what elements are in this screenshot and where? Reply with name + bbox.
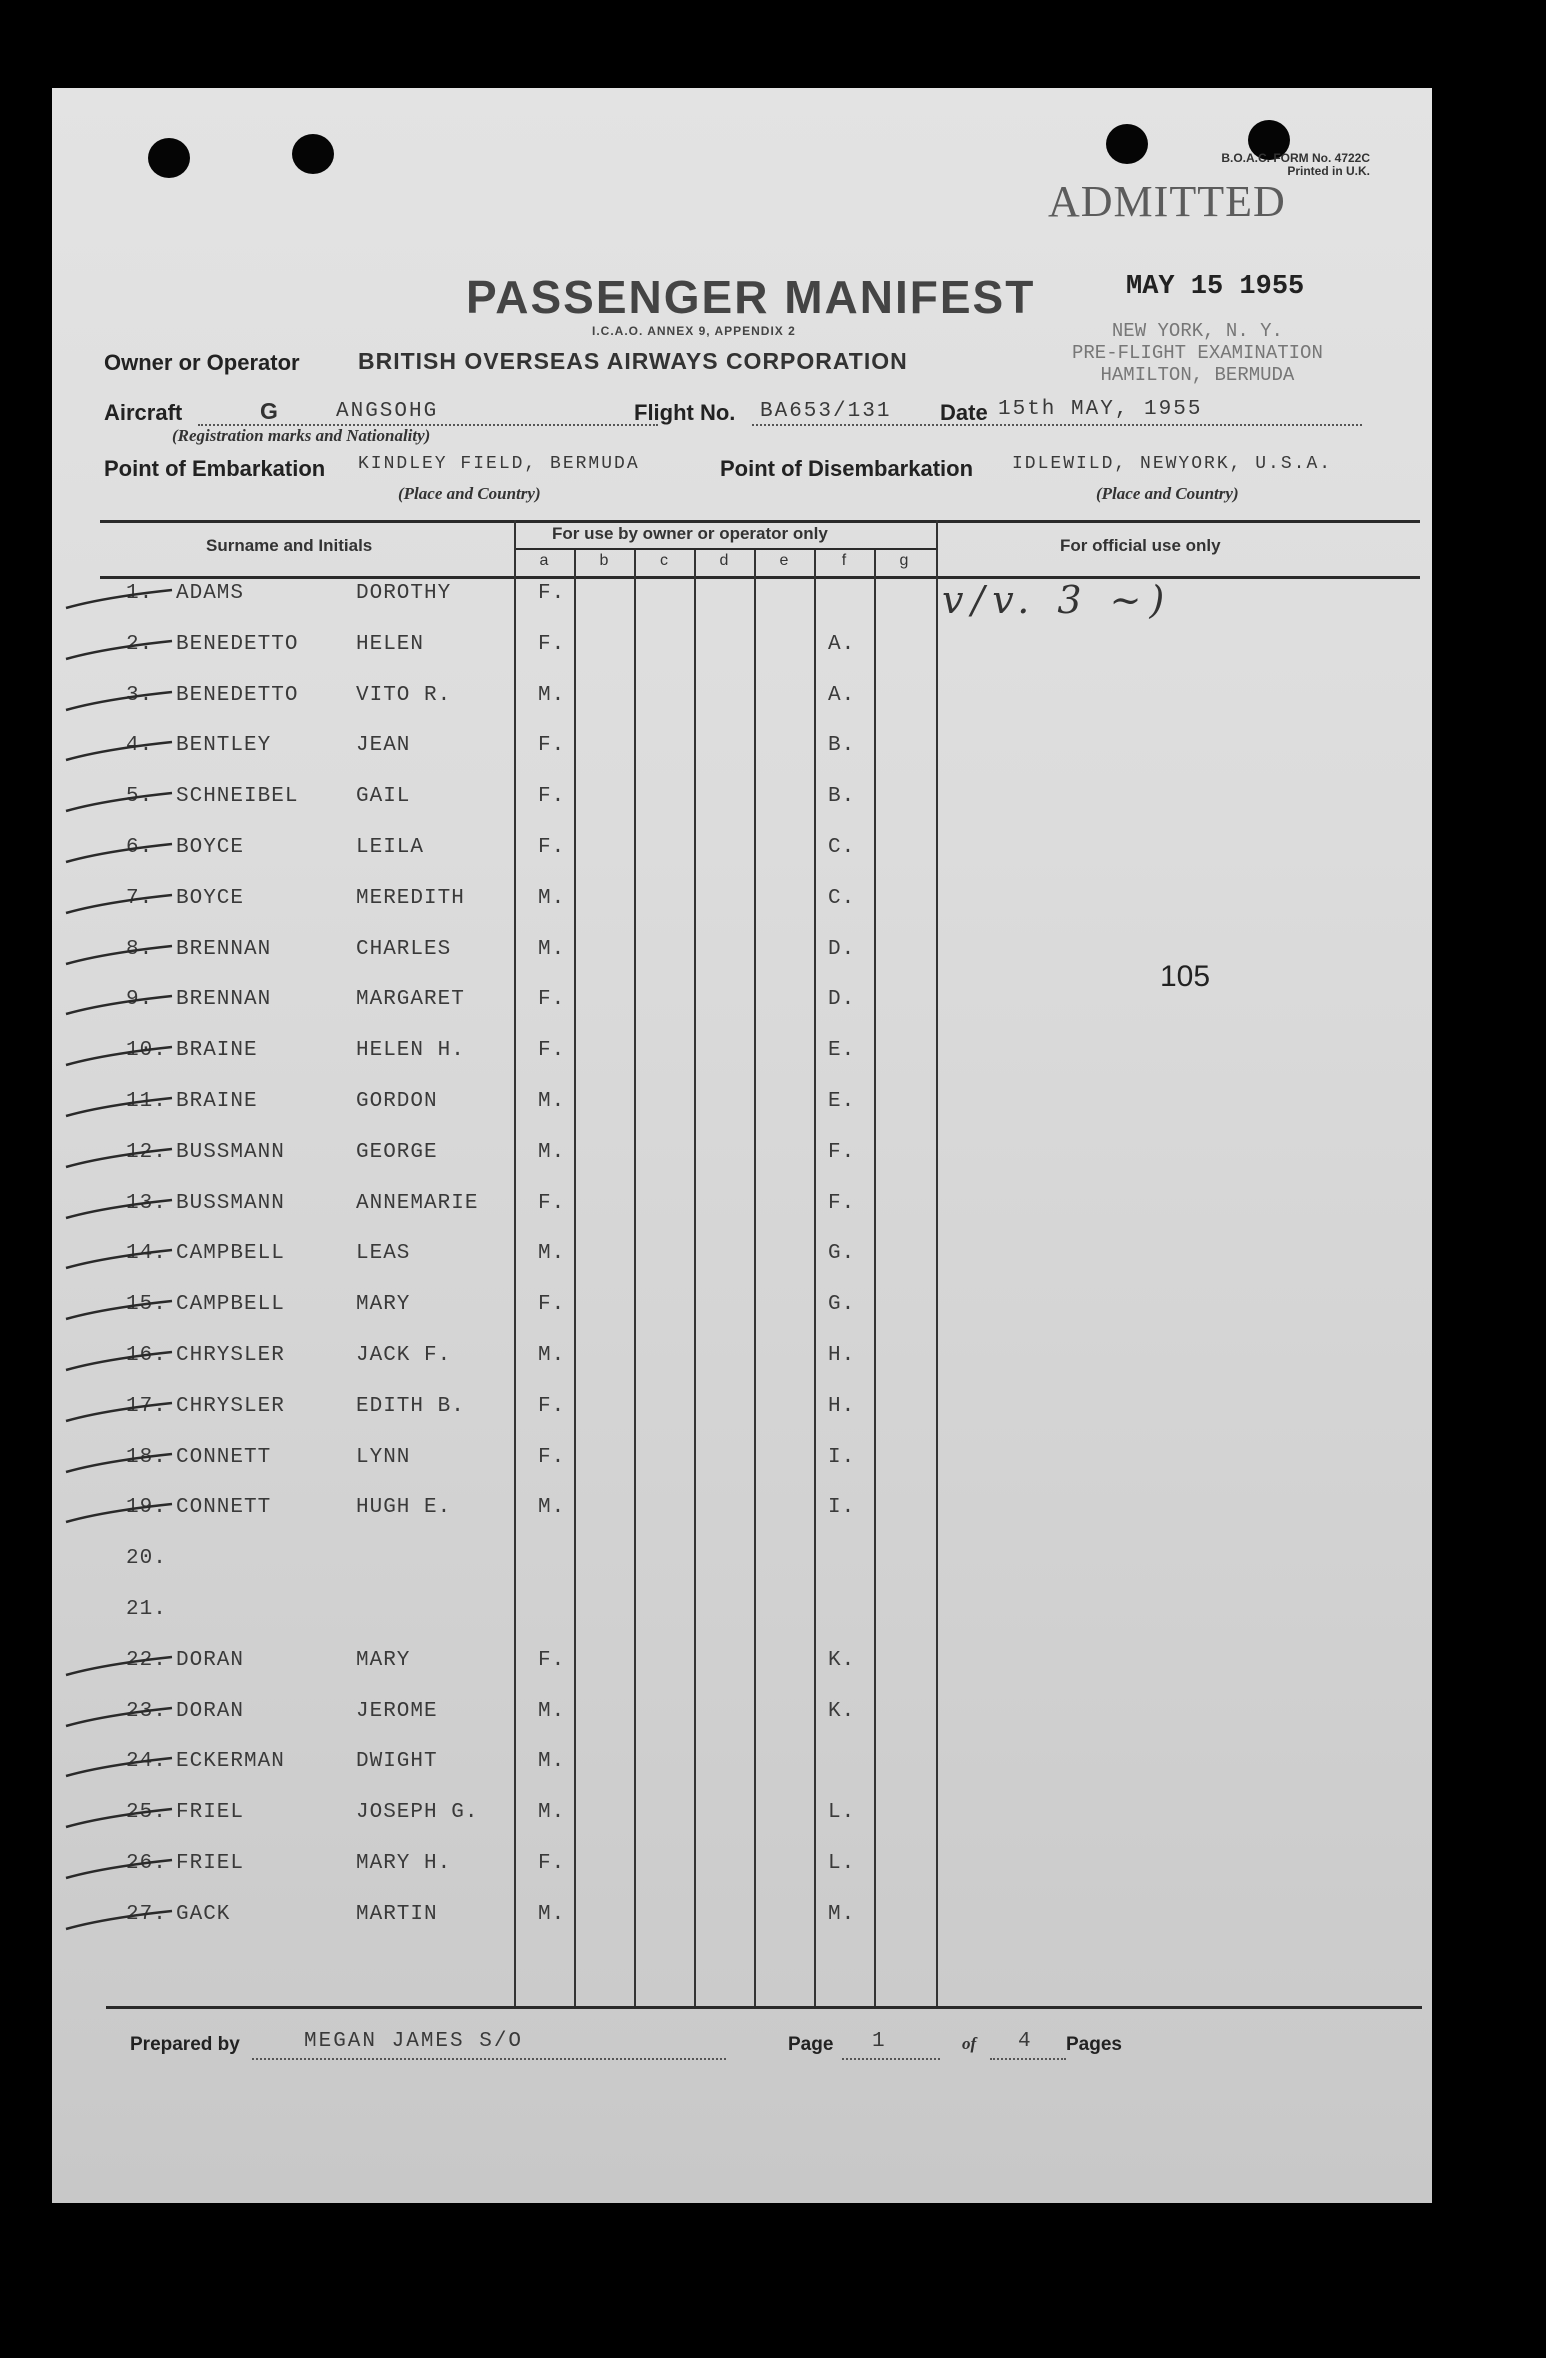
form-number: B.O.A.C. FORM No. 4722C [1221,151,1370,165]
passenger-row [52,1090,1432,1141]
passenger-group: L. [828,1801,856,1825]
passenger-row [52,1750,1432,1801]
passenger-surname: ECKERMAN [176,1750,285,1774]
checkmark-icon [64,690,174,712]
checkmark-icon [64,842,174,864]
passenger-group: B. [828,785,856,809]
passenger-number: 27. [126,1902,167,1926]
checkmark-icon [64,588,174,610]
passenger-sex: F. [538,836,566,859]
passenger-number: 22. [126,1648,167,1672]
passenger-row [52,1242,1432,1293]
passenger-given-name: LYNN [356,1445,411,1469]
checkmark-icon [64,1248,174,1270]
passenger-row [52,1293,1432,1344]
passenger-group: F. [828,1140,856,1164]
column-letter: d [719,552,729,569]
passenger-sex: F. [538,734,566,758]
checkmark-icon [64,1147,174,1169]
passenger-surname: BOYCE [176,836,245,859]
surname-header: Surname and Initials [206,536,373,555]
passenger-number: 23. [126,1699,167,1723]
passenger-row [52,887,1432,938]
passenger-surname: CAMPBELL [176,1293,285,1317]
passenger-row [52,1192,1432,1243]
passenger-number: 25. [126,1801,167,1825]
passenger-group: G. [828,1293,856,1317]
manifest-sheet [52,88,1432,2203]
passenger-sex: M. [538,1242,566,1266]
aircraft-note: (Registration marks and Nationality) [172,426,431,445]
passenger-sex: M. [538,937,566,961]
passenger-row [52,1852,1432,1903]
passenger-sex: F. [538,1648,566,1672]
passenger-group: I. [828,1496,856,1520]
passenger-given-name: VITO R. [356,683,452,707]
passenger-group: H. [828,1344,856,1367]
passenger-row [52,734,1432,785]
passenger-number: 21. [126,1598,167,1621]
official-use-header: For official use only [1060,536,1221,555]
passenger-surname: DORAN [176,1648,245,1672]
passenger-surname: CONNETT [176,1496,272,1520]
column-letter: f [841,552,847,569]
passenger-given-name: LEILA [356,836,425,859]
passenger-given-name: JACK F. [356,1344,452,1367]
passenger-group: L. [828,1852,856,1875]
passenger-surname: DORAN [176,1699,245,1723]
date-value: 15th MAY, 1955 [998,398,1203,421]
passenger-sex: M. [538,1344,566,1367]
punch-hole [1106,124,1148,164]
passenger-surname: CAMPBELL [176,1242,285,1266]
passenger-group: H. [828,1394,856,1418]
date-label: Date [940,400,988,425]
passenger-given-name: EDITH B. [356,1394,465,1418]
passenger-number: 26. [126,1852,167,1875]
aircraft-label: Aircraft [104,400,183,425]
stamp-line2: PRE-FLIGHT EXAMINATION [1072,342,1323,364]
passenger-surname: BUSSMANN [176,1140,285,1164]
owner-use-header: For use by owner or operator only [552,524,828,543]
passenger-sex: M. [538,1902,566,1926]
disembarkation-label: Point of Disembarkation [720,456,974,481]
passenger-number: 19. [126,1496,167,1520]
passenger-surname: BENEDETTO [176,632,299,656]
passenger-surname: FRIEL [176,1801,245,1825]
passenger-given-name: GORDON [356,1090,438,1113]
passenger-surname: ADAMS [176,582,245,605]
passenger-number: 1. [126,582,154,605]
passenger-given-name: LEAS [356,1242,411,1266]
punch-hole [148,138,190,178]
passenger-given-name: MARY H. [356,1852,452,1875]
passenger-row [52,1344,1432,1395]
passenger-number: 20. [126,1547,167,1571]
passenger-row [52,1801,1432,1852]
checkmark-icon [64,1706,174,1728]
passenger-surname: CHRYSLER [176,1394,285,1418]
prepared-by-label: Prepared by [130,2034,240,2055]
aircraft-value: G [260,398,279,424]
passenger-sex: M. [538,1496,566,1520]
inspection-stamp [1072,320,1323,386]
passenger-given-name: GEORGE [356,1140,438,1164]
passenger-given-name: DOROTHY [356,582,452,605]
passenger-sex: M. [538,1801,566,1825]
passenger-surname: BUSSMANN [176,1191,285,1215]
passenger-surname: BRAINE [176,1090,258,1113]
passenger-row [52,1547,1432,1598]
passenger-sex: F. [538,1852,566,1875]
official-handwritten-note: v/v. 3 ~) [942,578,1173,622]
passenger-group: A. [828,683,856,707]
passenger-surname: BENTLEY [176,734,272,758]
passenger-sex: F. [538,632,566,656]
passenger-sex: F. [538,988,566,1012]
column-letter: a [539,552,549,569]
passenger-group: M. [828,1902,856,1926]
page-value: 1 [872,2030,887,2053]
passenger-row [52,1649,1432,1700]
checkmark-icon [64,1350,174,1372]
owner-label: Owner or Operator [104,350,300,375]
passenger-group: G. [828,1242,856,1266]
embarkation-label: Point of Embarkation [104,456,326,481]
checkmark-icon [64,1909,174,1931]
passenger-surname: CONNETT [176,1445,272,1469]
checkmark-icon [64,1452,174,1474]
flight-label: Flight No. [634,400,736,425]
passenger-number: 15. [126,1293,167,1317]
passenger-number: 18. [126,1445,167,1469]
stamp-line1: NEW YORK, N. Y. [1111,320,1283,342]
passenger-given-name: DWIGHT [356,1750,438,1774]
embarkation-note: (Place and Country) [398,484,541,503]
passenger-surname: CHRYSLER [176,1344,285,1367]
admitted-stamp: ADMITTED [1048,177,1286,226]
punch-hole [292,134,334,174]
prepared-by-value: MEGAN JAMES S/O [304,2030,524,2053]
passenger-sex: F. [538,1445,566,1469]
checkmark-icon [64,1655,174,1677]
passenger-row [52,1446,1432,1497]
passenger-given-name: GAIL [356,785,411,809]
passenger-sex: F. [538,1293,566,1317]
checkmark-icon [64,1858,174,1880]
passenger-row [52,1039,1432,1090]
passenger-row [52,1598,1432,1649]
passenger-given-name: HUGH E. [356,1496,452,1520]
passenger-number: 10. [126,1039,167,1063]
passenger-row [52,582,1432,633]
passenger-given-name: ANNEMARIE [356,1191,479,1215]
of-value: 4 [1018,2030,1033,2053]
checkmark-icon [64,639,174,661]
passenger-number: 6. [126,836,154,859]
passenger-number: 13. [126,1191,167,1215]
official-number: 105 [1160,960,1211,993]
passenger-sex: M. [538,683,566,707]
checkmark-icon [64,1502,174,1524]
passenger-row [52,1903,1432,1954]
passenger-sex: F. [538,785,566,809]
checkmark-icon [64,1045,174,1067]
passenger-number: 9. [126,988,154,1012]
passenger-given-name: CHARLES [356,937,452,961]
stamp-line3: HAMILTON, BERMUDA [1100,364,1295,386]
passenger-row [52,633,1432,684]
column-letter: b [599,552,609,569]
passenger-sex: F. [538,1039,566,1063]
passenger-sex: F. [538,1394,566,1418]
flight-value: BA653/131 [760,400,892,423]
passenger-sex: M. [538,1140,566,1164]
passenger-number: 4. [126,734,154,758]
checkmark-icon [64,893,174,915]
checkmark-icon [64,1756,174,1778]
checkmark-icon [64,1807,174,1829]
owner-value: BRITISH OVERSEAS AIRWAYS CORPORATION [358,348,908,374]
passenger-given-name: HELEN H. [356,1039,465,1063]
passenger-given-name: MARY [356,1648,411,1672]
passenger-surname: GACK [176,1902,231,1926]
page-label: Page [788,2034,834,2055]
passenger-group: K. [828,1699,856,1723]
passenger-surname: BRENNAN [176,937,272,961]
passenger-surname: FRIEL [176,1852,245,1875]
passenger-number: 3. [126,683,154,707]
checkmark-icon [64,944,174,966]
disembarkation-value: IDLEWILD, NEWYORK, U.S.A. [1012,454,1333,474]
passenger-row [52,836,1432,887]
passenger-given-name: JEROME [356,1699,438,1723]
passenger-surname: SCHNEIBEL [176,785,299,809]
passenger-row [52,1395,1432,1446]
passenger-number: 24. [126,1750,167,1774]
passenger-group: I. [828,1445,856,1469]
pages-label: Pages [1066,2034,1122,2055]
passenger-group: F. [828,1191,856,1215]
passenger-sex: F. [538,582,566,605]
page-title: PASSENGER MANIFEST [466,271,1036,323]
passenger-number: 8. [126,937,154,961]
passenger-group: C. [828,886,856,910]
form-number-block [1221,152,1370,178]
passenger-number: 2. [126,632,154,656]
checkmark-icon [64,994,174,1016]
passenger-group: K. [828,1648,856,1672]
checkmark-icon [64,1198,174,1220]
embarkation-value: KINDLEY FIELD, BERMUDA [358,454,640,474]
checkmark-icon [64,791,174,813]
passenger-row [52,988,1432,1039]
checkmark-icon [64,1096,174,1118]
passenger-number: 7. [126,886,154,910]
passenger-group: E. [828,1039,856,1063]
of-label: of [962,2034,977,2053]
passenger-surname: BRAINE [176,1039,258,1063]
passenger-number: 14. [126,1242,167,1266]
passenger-given-name: HELEN [356,632,425,656]
passenger-group: E. [828,1090,856,1113]
column-letter: e [779,552,789,569]
passenger-given-name: MARTIN [356,1902,438,1926]
passenger-sex: M. [538,886,566,910]
printed-in: Printed in U.K. [1287,164,1370,178]
passenger-group: A. [828,632,856,656]
passenger-sex: F. [538,1191,566,1215]
passenger-given-name: MARY [356,1293,411,1317]
passenger-sex: M. [538,1090,566,1113]
passenger-number: 16. [126,1344,167,1367]
column-letter: c [660,552,668,569]
passenger-row [52,1496,1432,1547]
checkmark-icon [64,1401,174,1423]
passenger-row [52,684,1432,735]
passenger-given-name: MEREDITH [356,886,465,910]
column-letter: g [899,552,909,569]
passenger-given-name: MARGARET [356,988,465,1012]
passenger-number: 5. [126,785,154,809]
stamp-date: MAY 15 1955 [1126,272,1305,302]
passenger-given-name: JEAN [356,734,411,758]
page-subtitle: I.C.A.O. ANNEX 9, APPENDIX 2 [592,324,796,338]
passenger-sex: M. [538,1699,566,1723]
passenger-row [52,1141,1432,1192]
checkmark-icon [64,740,174,762]
passenger-row [52,938,1432,989]
passenger-group: C. [828,836,856,859]
passenger-number: 12. [126,1140,167,1164]
passenger-row [52,1700,1432,1751]
passenger-sex: M. [538,1750,566,1774]
passenger-group: B. [828,734,856,758]
checkmark-icon [64,1299,174,1321]
passenger-group: D. [828,937,856,961]
passenger-surname: BENEDETTO [176,683,299,707]
passenger-row [52,785,1432,836]
disembarkation-note: (Place and Country) [1096,484,1239,503]
passenger-given-name: JOSEPH G. [356,1801,479,1825]
passenger-surname: BRENNAN [176,988,272,1012]
passenger-number: 17. [126,1394,167,1418]
passenger-surname: BOYCE [176,886,245,910]
passenger-number: 11. [126,1090,167,1113]
passenger-group: D. [828,988,856,1012]
aircraft-registration: ANGSOHG [336,400,439,423]
